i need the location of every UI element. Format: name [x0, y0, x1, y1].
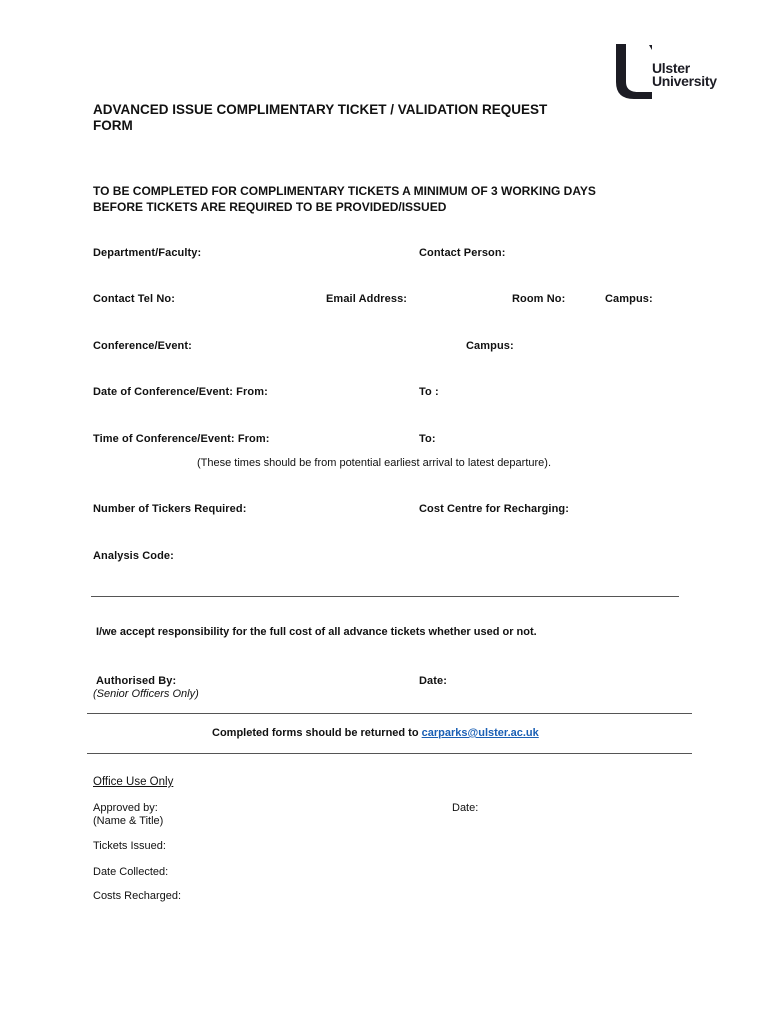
return-top-rule	[87, 713, 692, 714]
room-no-label: Room No:	[512, 293, 566, 305]
costs-recharged-label: Costs Recharged:	[93, 890, 182, 902]
office-use-heading: Office Use Only	[93, 776, 174, 788]
cost-centre-label: Cost Centre for Recharging:	[419, 503, 569, 515]
section-divider	[91, 596, 679, 597]
instruction-heading	[93, 183, 596, 215]
department-label: Department/Faculty:	[93, 247, 202, 259]
office-date-label: Date:	[452, 802, 479, 814]
date-collected-label: Date Collected:	[93, 866, 169, 878]
conference-event-label: Conference/Event:	[93, 340, 192, 352]
logo-line-2: University	[652, 73, 717, 89]
return-instructions	[212, 727, 539, 739]
approved-by-label: Approved by:	[93, 802, 158, 814]
logo-mark-icon	[612, 42, 652, 102]
authorisation-date-label: Date:	[419, 675, 448, 687]
time-from-label: Time of Conference/Event: From:	[93, 433, 270, 445]
ulster-university-logo	[612, 42, 724, 102]
contact-person-label: Contact Person:	[419, 247, 506, 259]
responsibility-statement: I/we accept responsibility for the full cost of all advance tickets whether used or not.	[96, 626, 537, 638]
logo-wordmark	[652, 62, 717, 88]
tickets-issued-label: Tickets Issued:	[93, 840, 166, 852]
date-from-label: Date of Conference/Event: From:	[93, 386, 268, 398]
logo-line-1: Ulster	[652, 60, 690, 76]
authorised-by-label: Authorised By:	[96, 675, 177, 687]
time-note: (These times should be from potential earliest arrival to latest departure).	[197, 457, 551, 469]
analysis-code-label: Analysis Code:	[93, 550, 174, 562]
name-title-label: (Name & Title)	[93, 815, 164, 827]
email-address-label: Email Address:	[326, 293, 408, 305]
form-title-line-2: FORM	[93, 118, 133, 133]
time-to-label: To:	[419, 433, 436, 445]
form-title	[93, 102, 547, 134]
senior-officers-note: (Senior Officers Only)	[93, 688, 199, 700]
form-title-line-1: ADVANCED ISSUE COMPLIMENTARY TICKET / VALIDATION REQUEST	[93, 102, 548, 117]
campus-label-2: Campus:	[466, 340, 514, 352]
contact-tel-label: Contact Tel No:	[93, 293, 175, 305]
instruction-line-2: BEFORE TICKETS ARE REQUIRED TO BE PROVIDED/ISSUED	[93, 200, 447, 214]
return-email-link[interactable]: carparks@ulster.ac.uk	[421, 727, 539, 739]
return-text: Completed forms should be returned to	[212, 727, 422, 739]
campus-label-1: Campus:	[605, 293, 653, 305]
return-bottom-rule	[87, 753, 692, 754]
date-to-label: To :	[419, 386, 439, 398]
instruction-line-1: TO BE COMPLETED FOR COMPLIMENTARY TICKETS A MINIMUM OF 3 WORKING DAYS	[93, 184, 596, 198]
num-tickets-label: Number of Tickers Required:	[93, 503, 247, 515]
